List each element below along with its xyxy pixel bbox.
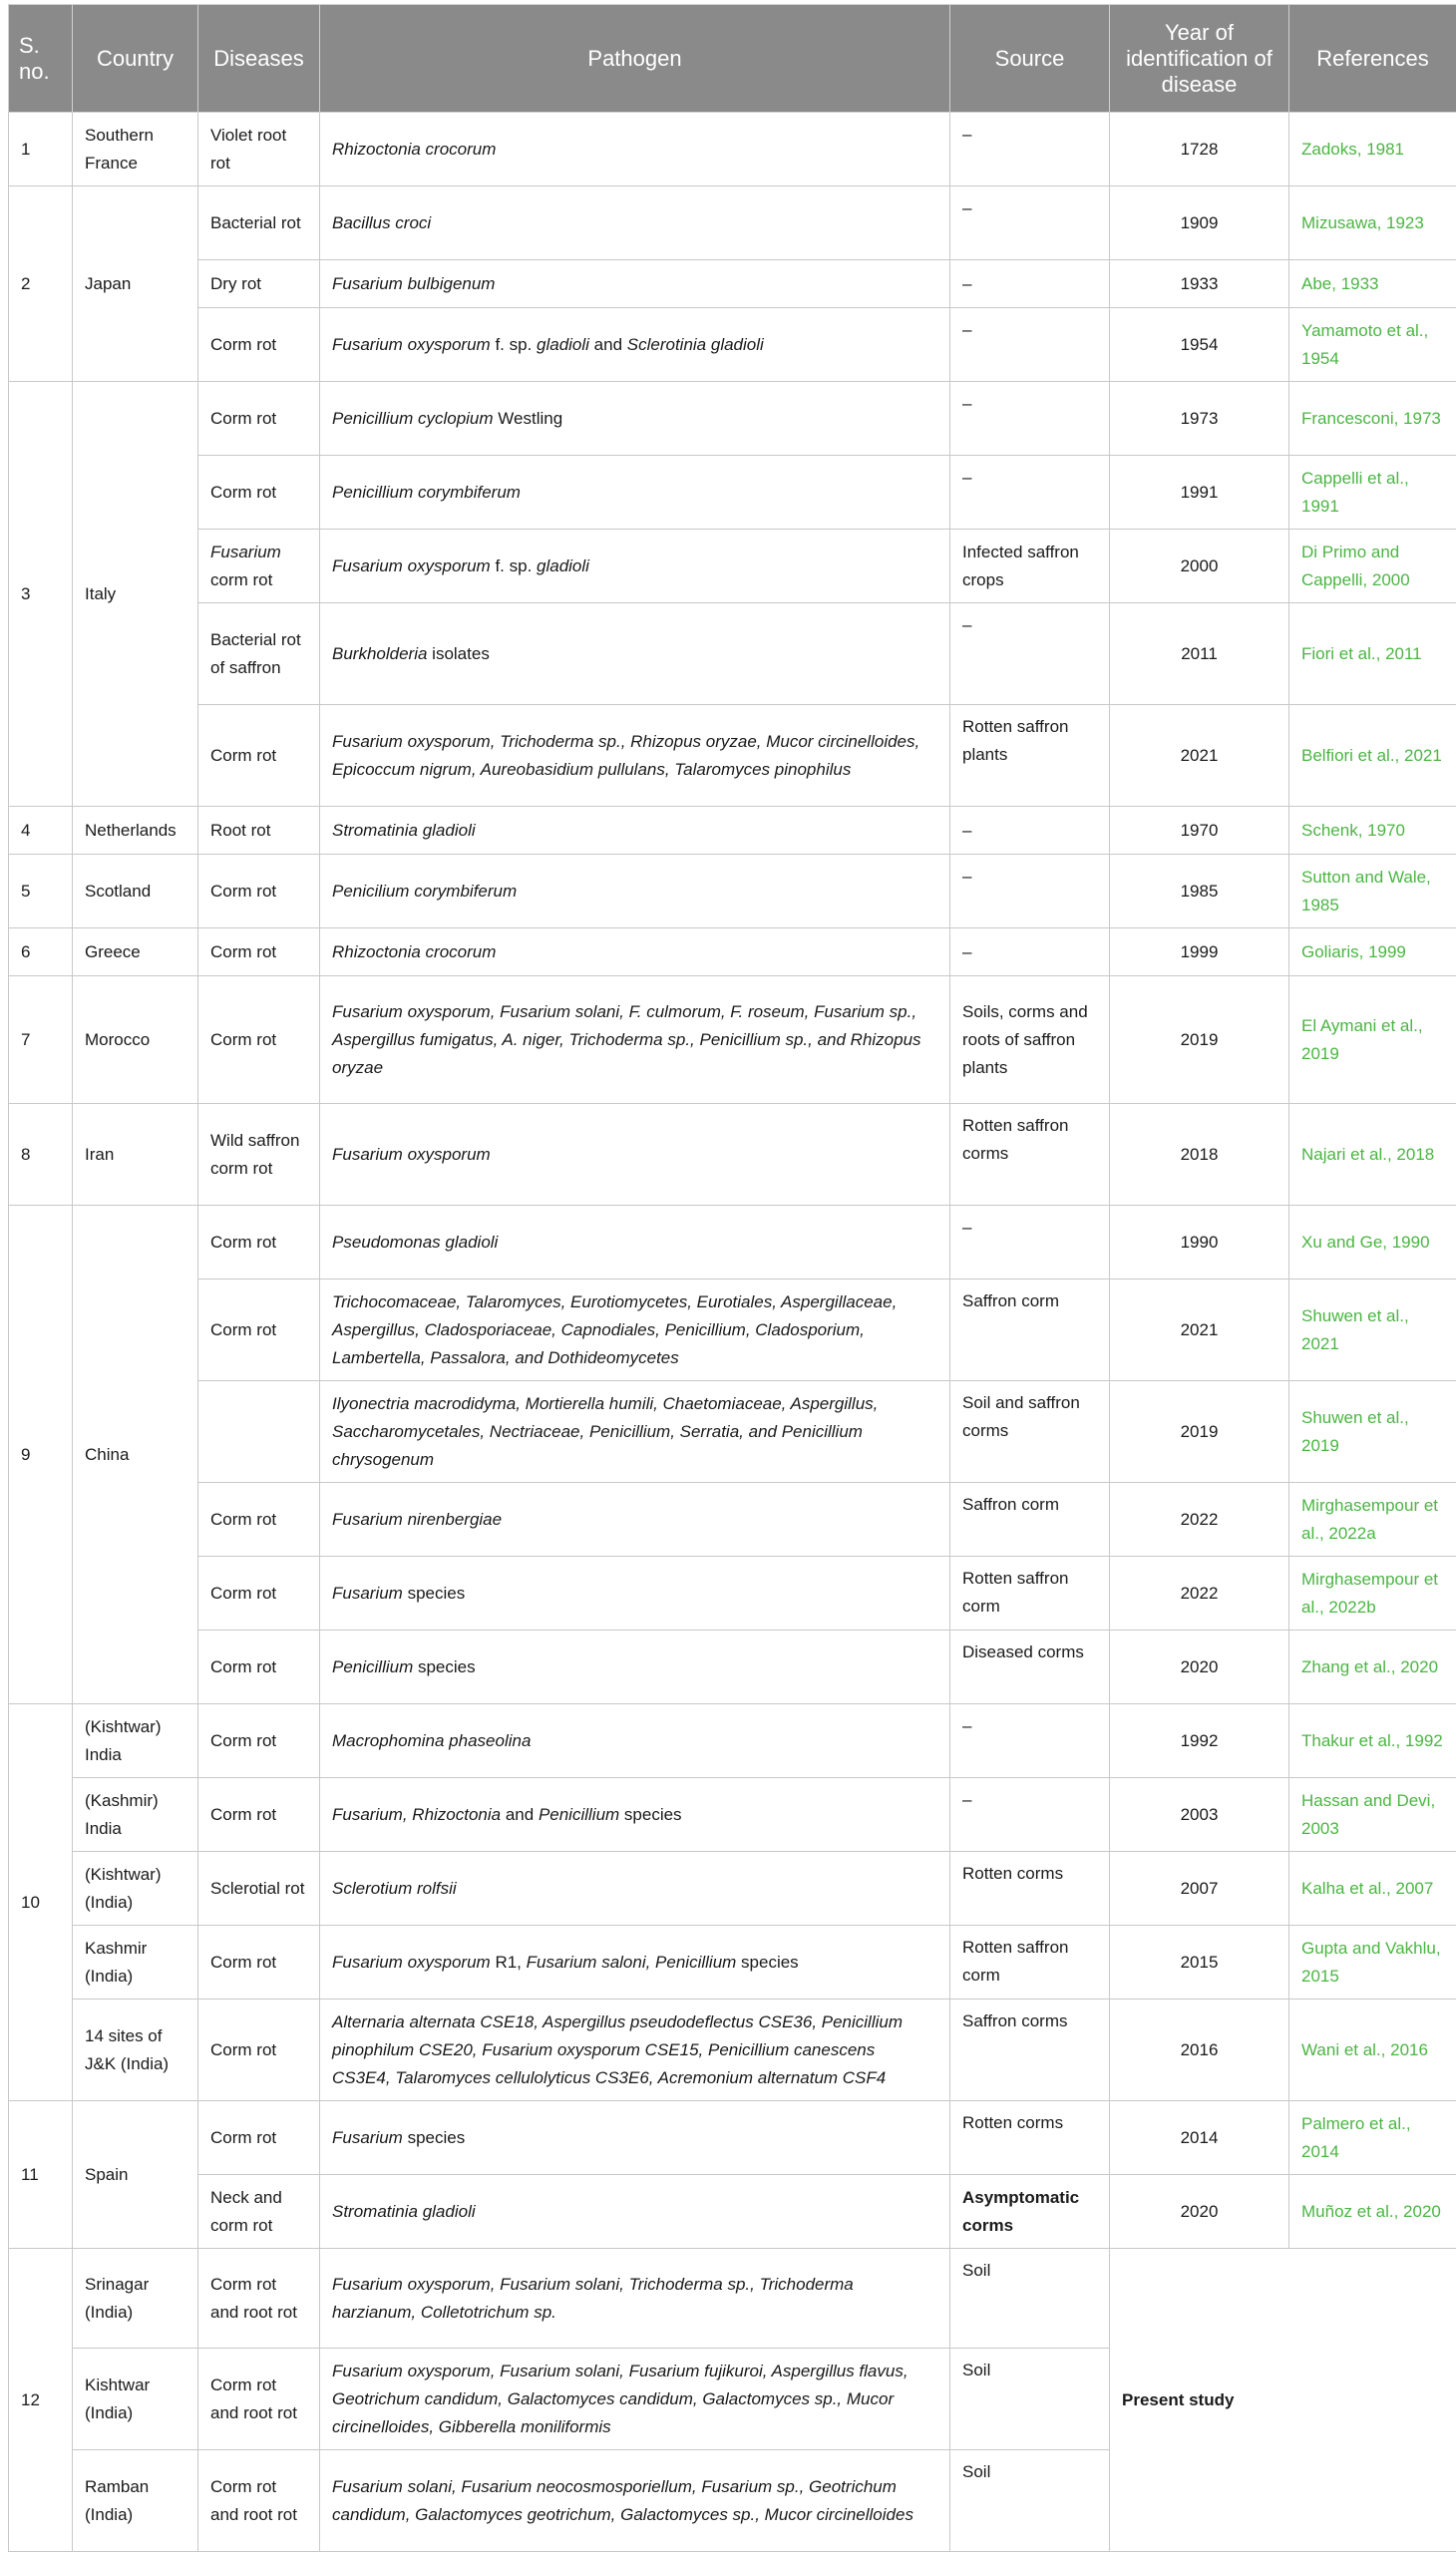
reference-link[interactable]: Zadoks, 1981 — [1289, 113, 1456, 186]
pathogen-cell: Fusarium, Rhizoctonia and Penicillium species — [320, 1778, 950, 1852]
disease-cell: Corm rot — [198, 928, 320, 976]
disease-cell: Dry rot — [198, 260, 320, 308]
pathogen-cell: Burkholderia isolates — [320, 603, 950, 705]
source-cell: Soil — [950, 2349, 1110, 2450]
table-row — [9, 308, 1456, 382]
sno-cell: 1 — [9, 113, 73, 186]
source-cell: – — [950, 456, 1110, 530]
table-row — [9, 456, 1456, 530]
table-row — [9, 113, 1456, 186]
source-cell: – — [950, 603, 1110, 705]
table-row — [9, 1104, 1456, 1206]
year-cell: 2020 — [1110, 1631, 1289, 1704]
disease-cell: Corm rot — [198, 1704, 320, 1778]
year-cell: 1970 — [1110, 807, 1289, 855]
table-row — [9, 1557, 1456, 1631]
table-row — [9, 2175, 1456, 2249]
pathogen-cell: Penicillium corymbiferum — [320, 456, 950, 530]
disease-cell: Fusarium corm rot — [198, 530, 320, 603]
header-year: Year of identification of disease — [1110, 5, 1289, 113]
table-row — [9, 928, 1456, 976]
disease-cell: Corm rot — [198, 2101, 320, 2175]
table-row — [9, 1704, 1456, 1778]
source-cell: – — [950, 1778, 1110, 1852]
source-cell: Soil — [950, 2450, 1110, 2552]
country-cell: Italy — [73, 382, 198, 807]
reference-link[interactable]: Mirghasempour et al., 2022a — [1289, 1483, 1456, 1557]
pathogen-cell: Penicilium corymbiferum — [320, 855, 950, 928]
present-study-label: Present study — [1110, 2249, 1456, 2552]
disease-cell: Wild saffron corm rot — [198, 1104, 320, 1206]
year-cell: 2019 — [1110, 1381, 1289, 1483]
disease-cell: Sclerotial rot — [198, 1852, 320, 1926]
country-cell: (Kishtwar) (India) — [73, 1852, 198, 1926]
table-row — [9, 1381, 1456, 1483]
disease-cell: Corm rot — [198, 382, 320, 456]
year-cell: 1985 — [1110, 855, 1289, 928]
source-cell: – — [950, 308, 1110, 382]
pathogen-cell: Bacillus croci — [320, 186, 950, 260]
year-cell: 2014 — [1110, 2101, 1289, 2175]
disease-cell: Corm rot — [198, 1778, 320, 1852]
country-cell: Scotland — [73, 855, 198, 928]
reference-link[interactable]: Sutton and Wale, 1985 — [1289, 855, 1456, 928]
country-cell: Japan — [73, 186, 198, 382]
pathogen-cell: Fusarium oxysporum R1, Fusarium saloni, Penicillium species — [320, 1926, 950, 2000]
pathogen-cell: Fusarium oxysporum — [320, 1104, 950, 1206]
year-cell: 1999 — [1110, 928, 1289, 976]
source-cell: Rotten corms — [950, 2101, 1110, 2175]
source-cell: Saffron corms — [950, 2000, 1110, 2101]
source-cell: – — [950, 260, 1110, 308]
disease-cell: Corm rot — [198, 1483, 320, 1557]
pathogen-cell: Fusarium solani, Fusarium neocosmosporiellum, Fusarium sp., Geotrichum candidum, Galactomyces geotrichum, Galactomyces sp., Mucor circinelloides — [320, 2450, 950, 2552]
country-cell: Ramban (India) — [73, 2450, 198, 2552]
pathogen-cell: Ilyonectria macrodidyma, Mortierella humili, Chaetomiaceae, Aspergillus, Saccharomycetales, Nectriaceae, Penicillium, Serratia, and Penicillium chrysogenum — [320, 1381, 950, 1483]
table-row — [9, 1926, 1456, 2000]
table-row — [9, 260, 1456, 308]
table-row — [9, 976, 1456, 1104]
year-cell: 2018 — [1110, 1104, 1289, 1206]
reference-link[interactable]: Di Primo and Cappelli, 2000 — [1289, 530, 1456, 603]
table-row — [9, 855, 1456, 928]
table-row — [9, 2000, 1456, 2101]
year-cell: 2011 — [1110, 603, 1289, 705]
country-cell: Morocco — [73, 976, 198, 1104]
reference-link[interactable]: Mirghasempour et al., 2022b — [1289, 1557, 1456, 1631]
reference-link[interactable]: Thakur et al., 1992 — [1289, 1704, 1456, 1778]
reference-link[interactable]: Schenk, 1970 — [1289, 807, 1456, 855]
table-row — [9, 2249, 1456, 2349]
table-row — [9, 530, 1456, 603]
reference-link[interactable]: Goliaris, 1999 — [1289, 928, 1456, 976]
disease-cell: Corm rot — [198, 308, 320, 382]
reference-link[interactable]: Belfiori et al., 2021 — [1289, 705, 1456, 807]
source-cell: Infected saffron crops — [950, 530, 1110, 603]
disease-cell: Bacterial rot — [198, 186, 320, 260]
reference-link[interactable]: Yamamoto et al., 1954 — [1289, 308, 1456, 382]
disease-cell: Corm rot — [198, 1926, 320, 2000]
country-cell: 14 sites of J&K (India) — [73, 2000, 198, 2101]
source-cell: Rotten saffron corm — [950, 1926, 1110, 2000]
country-cell: Kishtwar (India) — [73, 2349, 198, 2450]
disease-cell: Root rot — [198, 807, 320, 855]
table-row — [9, 1483, 1456, 1557]
year-cell: 1954 — [1110, 308, 1289, 382]
source-cell: – — [950, 928, 1110, 976]
disease-cell: Bacterial rot of saffron — [198, 603, 320, 705]
disease-cell — [198, 1381, 320, 1483]
country-cell: (Kishtwar) India — [73, 1704, 198, 1778]
source-cell: Asymptomatic corms — [950, 2175, 1110, 2249]
reference-link[interactable]: Shuwen et al., 2019 — [1289, 1381, 1456, 1483]
source-cell: – — [950, 186, 1110, 260]
disease-cell: Neck and corm rot — [198, 2175, 320, 2249]
source-cell: Saffron corm — [950, 1483, 1110, 1557]
reference-link[interactable]: Zhang et al., 2020 — [1289, 1631, 1456, 1704]
reference-link[interactable]: Francesconi, 1973 — [1289, 382, 1456, 456]
source-cell: Rotten saffron corm — [950, 1557, 1110, 1631]
reference-link[interactable]: Shuwen et al., 2021 — [1289, 1279, 1456, 1381]
year-cell: 1991 — [1110, 456, 1289, 530]
year-cell: 2015 — [1110, 1926, 1289, 2000]
header-country: Country — [73, 5, 198, 113]
pathogen-cell: Stromatinia gladioli — [320, 2175, 950, 2249]
source-cell: Soil — [950, 2249, 1110, 2349]
year-cell: 2022 — [1110, 1483, 1289, 1557]
header-diseases: Diseases — [198, 5, 320, 113]
sno-cell: 6 — [9, 928, 73, 976]
country-cell: Netherlands — [73, 807, 198, 855]
pathogen-cell: Alternaria alternata CSE18, Aspergillus pseudodeflectus CSE36, Penicillium pinophilum CSE20, Fusarium oxysporum CSE15, Penicillium canescens CS3E4, Talaromyces cellulolyticus CS3E6, Acremonium alternatum CSF4 — [320, 2000, 950, 2101]
country-cell: Iran — [73, 1104, 198, 1206]
pathogen-table — [8, 4, 1456, 2552]
reference-link[interactable]: Najari et al., 2018 — [1289, 1104, 1456, 1206]
header-sno: S. no. — [9, 5, 73, 113]
disease-cell: Corm rot — [198, 705, 320, 807]
disease-cell: Corm rot — [198, 1279, 320, 1381]
pathogen-cell: Fusarium oxysporum, Fusarium solani, F. culmorum, F. roseum, Fusarium sp., Aspergillus fumigatus, A. niger, Trichoderma sp., Penicillium sp., and Rhizopus oryzae — [320, 976, 950, 1104]
table-row — [9, 705, 1456, 807]
pathogen-cell: Trichocomaceae, Talaromyces, Eurotiomycetes, Eurotiales, Aspergillaceae, Aspergillus, Cladosporiaceae, Capnodiales, Penicillium, Cladosporium, Lambertella, Passalora, and Dothideomycetes — [320, 1279, 950, 1381]
header-row — [9, 5, 1456, 113]
pathogen-cell: Rhizoctonia crocorum — [320, 928, 950, 976]
pathogen-cell: Stromatinia gladioli — [320, 807, 950, 855]
year-cell: 2020 — [1110, 2175, 1289, 2249]
pathogen-cell: Sclerotium rolfsii — [320, 1852, 950, 1926]
country-cell: China — [73, 1206, 198, 1704]
disease-cell: Violet root rot — [198, 113, 320, 186]
sno-cell: 5 — [9, 855, 73, 928]
reference-link[interactable]: Muñoz et al., 2020 — [1289, 2175, 1456, 2249]
pathogen-cell: Fusarium oxysporum f. sp. gladioli and Sclerotinia gladioli — [320, 308, 950, 382]
sno-cell: 7 — [9, 976, 73, 1104]
disease-cell: Corm rot — [198, 1557, 320, 1631]
country-cell: Southern France — [73, 113, 198, 186]
sno-cell: 11 — [9, 2101, 73, 2249]
country-cell: Kashmir (India) — [73, 1926, 198, 2000]
table-row — [9, 186, 1456, 260]
table-row — [9, 382, 1456, 456]
source-cell: Rotten corms — [950, 1852, 1110, 1926]
pathogen-cell: Fusarium oxysporum f. sp. gladioli — [320, 530, 950, 603]
table-row — [9, 1631, 1456, 1704]
year-cell: 1973 — [1110, 382, 1289, 456]
disease-cell: Corm rot and root rot — [198, 2349, 320, 2450]
source-cell: – — [950, 382, 1110, 456]
pathogen-cell: Macrophomina phaseolina — [320, 1704, 950, 1778]
source-cell: Rotten saffron plants — [950, 705, 1110, 807]
disease-cell: Corm rot and root rot — [198, 2249, 320, 2349]
reference-link[interactable]: Cappelli et al., 1991 — [1289, 456, 1456, 530]
sno-cell: 3 — [9, 382, 73, 807]
reference-link[interactable]: Palmero et al., 2014 — [1289, 2101, 1456, 2175]
pathogen-cell: Fusarium oxysporum, Fusarium solani, Trichoderma sp., Trichoderma harzianum, Colletotrichum sp. — [320, 2249, 950, 2349]
pathogen-cell: Fusarium bulbigenum — [320, 260, 950, 308]
year-cell: 2022 — [1110, 1557, 1289, 1631]
source-cell: – — [950, 1206, 1110, 1279]
year-cell: 2000 — [1110, 530, 1289, 603]
year-cell: 2021 — [1110, 1279, 1289, 1381]
disease-cell: Corm rot — [198, 2000, 320, 2101]
pathogen-cell: Pseudomonas gladioli — [320, 1206, 950, 1279]
source-cell: – — [950, 113, 1110, 186]
source-cell: Rotten saffron corms — [950, 1104, 1110, 1206]
reference-link[interactable]: Hassan and Devi, 2003 — [1289, 1778, 1456, 1852]
year-cell: 1992 — [1110, 1704, 1289, 1778]
year-cell: 2019 — [1110, 976, 1289, 1104]
table-row — [9, 1852, 1456, 1926]
header-references: References — [1289, 5, 1456, 113]
pathogen-cell: Fusarium oxysporum, Trichoderma sp., Rhizopus oryzae, Mucor circinelloides, Epicoccum nigrum, Aureobasidium pullulans, Talaromyces pinophilus — [320, 705, 950, 807]
source-cell: Saffron corm — [950, 1279, 1110, 1381]
reference-link[interactable]: Kalha et al., 2007 — [1289, 1852, 1456, 1926]
sno-cell: 10 — [9, 1704, 73, 2101]
sno-cell: 8 — [9, 1104, 73, 1206]
source-cell: – — [950, 1704, 1110, 1778]
reference-link[interactable]: Gupta and Vakhlu, 2015 — [1289, 1926, 1456, 2000]
year-cell: 2007 — [1110, 1852, 1289, 1926]
disease-cell: Corm rot — [198, 456, 320, 530]
year-cell: 1933 — [1110, 260, 1289, 308]
reference-link[interactable]: Fiori et al., 2011 — [1289, 603, 1456, 705]
pathogen-cell: Fusarium nirenbergiae — [320, 1483, 950, 1557]
pathogen-cell: Rhizoctonia crocorum — [320, 113, 950, 186]
pathogen-cell: Fusarium oxysporum, Fusarium solani, Fusarium fujikuroi, Aspergillus flavus, Geotrichum candidum, Galactomyces candidum, Galactomyces sp., Mucor circinelloides, Gibberella moniliformis — [320, 2349, 950, 2450]
table-row — [9, 2101, 1456, 2175]
country-cell: Srinagar (India) — [73, 2249, 198, 2349]
table-row — [9, 1279, 1456, 1381]
year-cell: 1909 — [1110, 186, 1289, 260]
table-row — [9, 807, 1456, 855]
header-pathogen: Pathogen — [320, 5, 950, 113]
pathogen-cell: Fusarium species — [320, 2101, 950, 2175]
disease-cell: Corm rot and root rot — [198, 2450, 320, 2552]
reference-link[interactable]: Xu and Ge, 1990 — [1289, 1206, 1456, 1279]
source-cell: Soils, corms and roots of saffron plants — [950, 976, 1110, 1104]
year-cell: 2021 — [1110, 705, 1289, 807]
table-row — [9, 603, 1456, 705]
year-cell: 2003 — [1110, 1778, 1289, 1852]
sno-cell: 12 — [9, 2249, 73, 2552]
country-cell: Spain — [73, 2101, 198, 2249]
year-cell: 1990 — [1110, 1206, 1289, 1279]
table-row — [9, 1206, 1456, 1279]
sno-cell: 9 — [9, 1206, 73, 1704]
pathogen-cell: Fusarium species — [320, 1557, 950, 1631]
source-cell: Diseased corms — [950, 1631, 1110, 1704]
country-cell: (Kashmir) India — [73, 1778, 198, 1852]
pathogen-cell: Penicillium species — [320, 1631, 950, 1704]
reference-link[interactable]: Wani et al., 2016 — [1289, 2000, 1456, 2101]
disease-cell: Corm rot — [198, 1631, 320, 1704]
source-cell: – — [950, 855, 1110, 928]
reference-link[interactable]: Abe, 1933 — [1289, 260, 1456, 308]
year-cell: 1728 — [1110, 113, 1289, 186]
country-cell: Greece — [73, 928, 198, 976]
table-row — [9, 1778, 1456, 1852]
reference-link[interactable]: El Aymani et al., 2019 — [1289, 976, 1456, 1104]
sno-cell: 2 — [9, 186, 73, 382]
source-cell: Soil and saffron corms — [950, 1381, 1110, 1483]
header-source: Source — [950, 5, 1110, 113]
sno-cell: 4 — [9, 807, 73, 855]
disease-cell: Corm rot — [198, 976, 320, 1104]
source-cell: – — [950, 807, 1110, 855]
disease-cell: Corm rot — [198, 855, 320, 928]
pathogen-cell: Penicillium cyclopium Westling — [320, 382, 950, 456]
disease-cell: Corm rot — [198, 1206, 320, 1279]
reference-link[interactable]: Mizusawa, 1923 — [1289, 186, 1456, 260]
year-cell: 2016 — [1110, 2000, 1289, 2101]
